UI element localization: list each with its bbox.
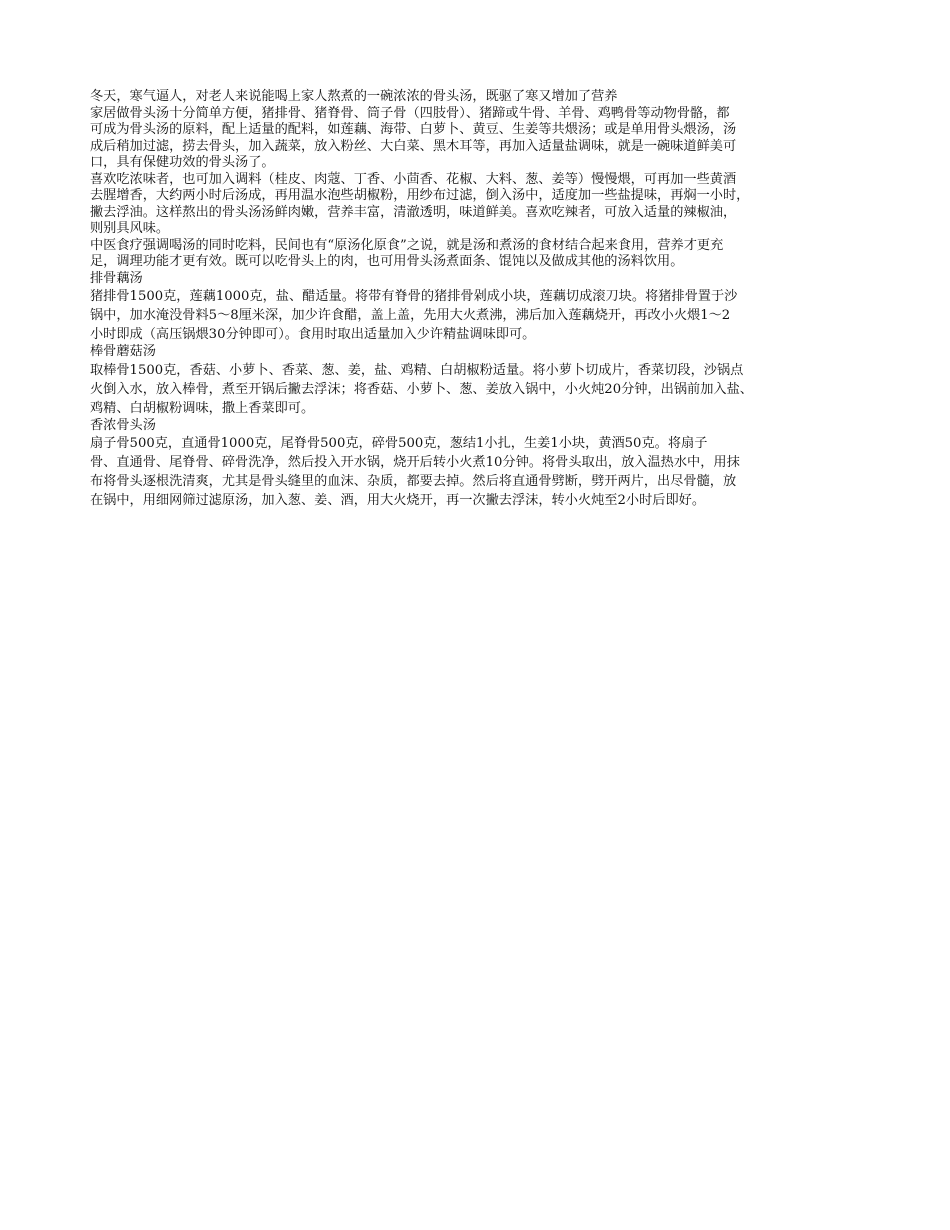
document-body [90,89,870,510]
recipe-line: 在锅中，用细网筛过滤原汤，加入葱、姜、酒，用大火烧开，再一次撇去浮沫，转小火炖至2小时后即好。 [90,493,706,508]
intro-line: 喜欢吃浓味者，也可加入调料（桂皮、肉蔻、丁香、小茴香、花椒、大料、葱、姜等）慢慢煨，可再加一些黄酒 [90,171,737,187]
recipe-line: 锅中，加水淹没骨料5～8厘米深，加少许食醋，盖上盖，先用大火煮沸，沸后加入莲藕烧开，再改小火煨1～2 [90,308,731,323]
intro-line: 可成为骨头汤的原料，配上适量的配料，如莲藕、海带、白萝卜、黄豆、生姜等共煨汤；或是单用骨头煨汤，汤 [90,122,737,137]
recipe-section-rich-bone-soup [90,418,870,511]
recipe-line: 鸡精、白胡椒粉调味，撒上香菜即可。 [90,400,315,416]
recipe-line: 小时即成（高压锅煨30分钟即可）。食用时取出适量加入少许精盐调味即可。 [90,327,536,342]
recipe-line: 猪排骨1500克，莲藕1000克，盐、醋适量。将带有脊骨的猪排骨剁成小块，莲藕切成滚刀块。将猪排骨置于沙 [90,289,738,304]
intro-section [90,89,870,271]
intro-line: 中医食疗强调喝汤的同时吃料，民间也有“原汤化原食”之说，就是汤和煮汤的食材结合起来食用，营养才更充 [90,237,724,253]
intro-line: 撇去浮油。这样熬出的骨头汤汤鲜肉嫩，营养丰富，清澈透明，味道鲜美。喜欢吃辣者，可放入适量的辣椒油， [90,204,737,220]
recipe-title: 香浓骨头汤 [90,417,156,433]
intro-line: 则别具风味。 [90,221,170,236]
recipe-section-bone-mushroom [90,344,870,418]
intro-line: 去腥增香，大约两小时后汤成，再用温水泡些胡椒粉，用纱布过滤，倒入汤中，适度加一些盐提味，再焖一小时， [90,188,750,203]
recipe-line: 布将骨头逐根洗清爽，尤其是骨头缝里的血沫、杂质，都要去掉。然后将直通骨劈断，劈开两片，出尽骨髓，放 [90,474,737,489]
recipe-section-pork-rib-lotus [90,271,870,345]
intro-line: 足，调理功能才更有效。既可以吃骨头上的肉，也可用骨头汤煮面条、馄饨以及做成其他的汤料饮用。 [90,254,684,269]
recipe-line: 骨、直通骨、尾脊骨、碎骨洗净，然后投入开水锅，烧开后转小火煮10分钟。将骨头取出，放入温热水中，用抹 [90,455,740,470]
intro-line: 口，具有保健功效的骨头汤了。 [90,155,275,170]
recipe-line: 火倒入水，放入棒骨，煮至开锅后撇去浮沫；将香菇、小萝卜、葱、姜放入锅中，小火炖20分钟，出锅前加入盐、 [90,381,753,397]
intro-line: 冬天，寒气逼人，对老人来说能喝上家人熬煮的一碗浓浓的骨头汤，既驱了寒又增加了营养 [90,89,618,104]
recipe-line: 扇子骨500克，直通骨1000克，尾脊骨500克，碎骨500克，葱结1小扎，生姜1小块，黄酒50克。将扇子 [90,436,708,451]
recipe-title: 排骨藕汤 [90,270,143,286]
intro-line: 家居做骨头汤十分简单方便，猪排骨、猪脊骨、筒子骨（四肢骨）、猪蹄或牛骨、羊骨、鸡鸭骨等动物骨骼，都 [90,105,730,121]
intro-line: 成后稍加过滤，捞去骨头，加入蔬菜，放入粉丝、大白菜、黑木耳等，再加入适量盐调味，就是一碗味道鲜美可 [90,138,737,154]
recipe-title: 棒骨蘑菇汤 [90,344,156,359]
recipe-line: 取棒骨1500克，香菇、小萝卜、香菜、葱、姜，盐、鸡精、白胡椒粉适量。将小萝卜切成片，香菜切段，沙锅点 [90,362,744,378]
